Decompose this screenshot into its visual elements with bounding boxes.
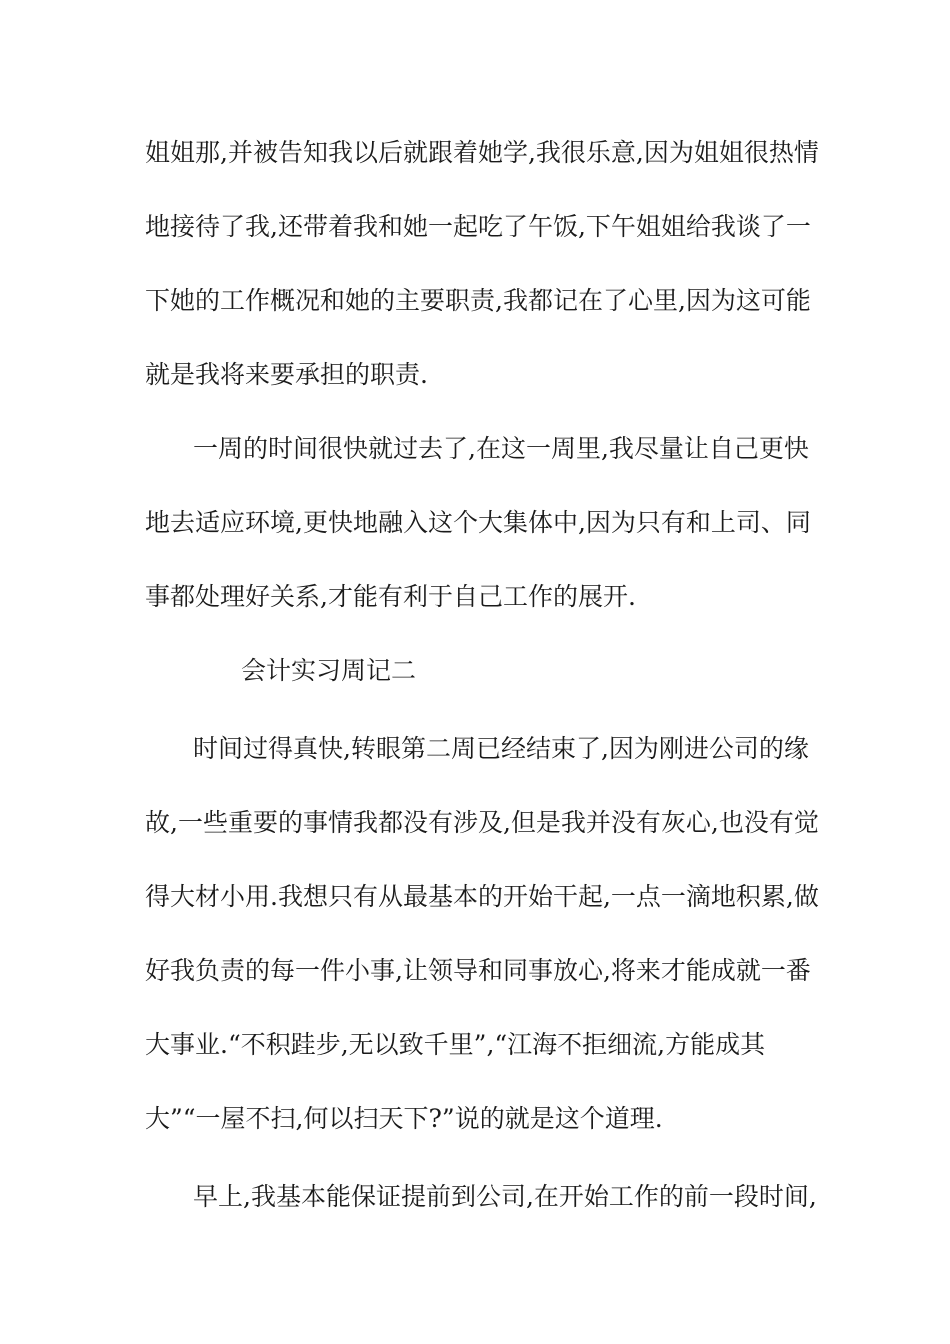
paragraph-line: 好我负责的每一件小事,让领导和同事放心,将来才能成就一番 xyxy=(145,956,811,985)
paragraph-line: 就是我将来要承担的职责. xyxy=(145,360,428,389)
paragraph-line: 下她的工作概况和她的主要职责,我都记在了心里,因为这可能 xyxy=(145,286,811,315)
paragraph-line: 大”“一屋不扫,何以扫天下?”说的就是这个道理. xyxy=(145,1104,663,1133)
section-heading: 会计实习周记二 xyxy=(241,656,417,685)
paragraph-line: 大事业.“不积跬步,无以致千里”,“江海不拒细流,方能成其 xyxy=(145,1030,766,1059)
paragraph-line: 事都处理好关系,才能有利于自己工作的展开. xyxy=(145,582,636,611)
paragraph-line: 地接待了我,还带着我和她一起吃了午饭,下午姐姐给我谈了一 xyxy=(145,212,811,241)
paragraph-line: 姐姐那,并被告知我以后就跟着她学,我很乐意,因为姐姐很热情 xyxy=(145,138,819,167)
paragraph-line: 得大材小用.我想只有从最基本的开始干起,一点一滴地积累,做 xyxy=(145,882,819,911)
paragraph-line: 早上,我基本能保证提前到公司,在开始工作的前一段时间, xyxy=(193,1182,817,1211)
paragraph-line: 时间过得真快,转眼第二周已经结束了,因为刚进公司的缘 xyxy=(193,734,809,763)
paragraph-line: 一周的时间很快就过去了,在这一周里,我尽量让自己更快 xyxy=(193,434,809,463)
paragraph-line: 故,一些重要的事情我都没有涉及,但是我并没有灰心,也没有觉 xyxy=(145,808,819,837)
paragraph-line: 地去适应环境,更快地融入这个大集体中,因为只有和上司、同 xyxy=(145,508,811,537)
